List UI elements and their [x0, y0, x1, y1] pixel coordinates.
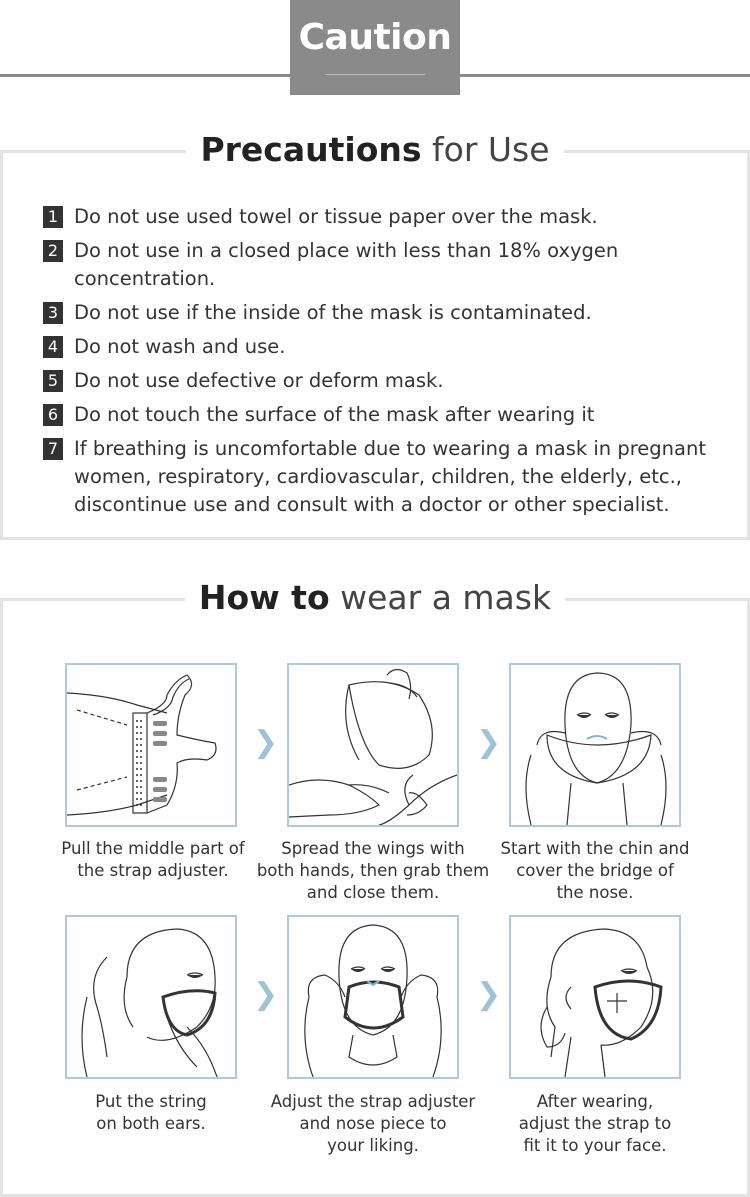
- item-number-badge: 1: [43, 206, 63, 228]
- item-number-badge: 3: [43, 302, 63, 324]
- step-arrow-icon: ❯: [476, 977, 502, 1012]
- face-mask-chin-icon: [511, 665, 679, 825]
- item-text: Do not use in a closed place with less than 18% oxygen concentration.: [74, 239, 619, 290]
- adjust-nose-piece-icon: [289, 917, 457, 1077]
- step-4-caption: Put the string on both ears.: [95, 1092, 207, 1133]
- item-number-badge: 2: [43, 240, 63, 262]
- list-item: [43, 299, 723, 327]
- item-text: Do not use defective or deform mask.: [74, 369, 444, 392]
- strings-over-ears-icon: [67, 917, 235, 1077]
- step-4-illustration: [65, 915, 237, 1079]
- caution-underline: [325, 74, 425, 75]
- caution-tab: [290, 0, 460, 95]
- item-text: Do not use if the inside of the mask is contaminated.: [74, 301, 592, 324]
- list-item: [43, 401, 723, 429]
- step-5-illustration: [287, 915, 459, 1079]
- step-arrow-icon: ❯: [253, 977, 279, 1012]
- step-1-illustration: [65, 663, 237, 827]
- step-3-illustration: [509, 663, 681, 827]
- item-number-badge: 7: [43, 438, 63, 460]
- step-2-illustration: [287, 663, 459, 827]
- step-2-caption: Spread the wings with both hands, then grab them and close them.: [256, 839, 490, 902]
- step-6-illustration: [509, 915, 681, 1079]
- precautions-section: [0, 130, 750, 540]
- item-text: Do not wash and use.: [74, 335, 286, 358]
- item-number-badge: 5: [43, 370, 63, 392]
- list-item: [43, 237, 723, 293]
- precautions-title-bold: Precautions: [200, 130, 422, 169]
- step-1-caption: Pull the middle part of the strap adjuster.: [61, 839, 245, 880]
- howto-title-bold: How to: [198, 578, 330, 617]
- step-5-caption: Adjust the strap adjuster and nose piece to your liking.: [270, 1092, 476, 1155]
- item-number-badge: 6: [43, 404, 63, 426]
- list-item: [43, 367, 723, 395]
- howto-title-light: wear a mask: [340, 578, 552, 617]
- caution-title: Caution: [298, 17, 452, 58]
- item-number-badge: 4: [43, 336, 63, 358]
- hands-spreading-mask-icon: [289, 665, 457, 825]
- step-3-caption: Start with the chin and cover the bridge of the nose.: [500, 839, 690, 902]
- item-text: Do not touch the surface of the mask after wearing it: [74, 403, 595, 426]
- precautions-list: [43, 203, 723, 525]
- item-text: Do not use used towel or tissue paper over the mask.: [74, 205, 598, 228]
- step-arrow-icon: ❯: [253, 725, 279, 760]
- precautions-heading: [3, 129, 747, 172]
- list-item: [43, 203, 723, 231]
- list-item: [43, 435, 723, 519]
- mask-strap-adjuster-icon: [67, 665, 235, 825]
- list-item: [43, 333, 723, 361]
- side-profile-mask-icon: [511, 917, 679, 1077]
- precautions-title-light: for Use: [432, 130, 550, 169]
- howto-heading: [3, 577, 747, 620]
- step-6-caption: After wearing, adjust the strap to fit it to your face.: [518, 1092, 672, 1155]
- item-text: If breathing is uncomfortable due to wearing a mask in pregnant women, respiratory, cardiovascular, children, the elderly, etc., discontinue use and consult with a doctor or other specialist.: [74, 437, 706, 516]
- step-arrow-icon: ❯: [476, 725, 502, 760]
